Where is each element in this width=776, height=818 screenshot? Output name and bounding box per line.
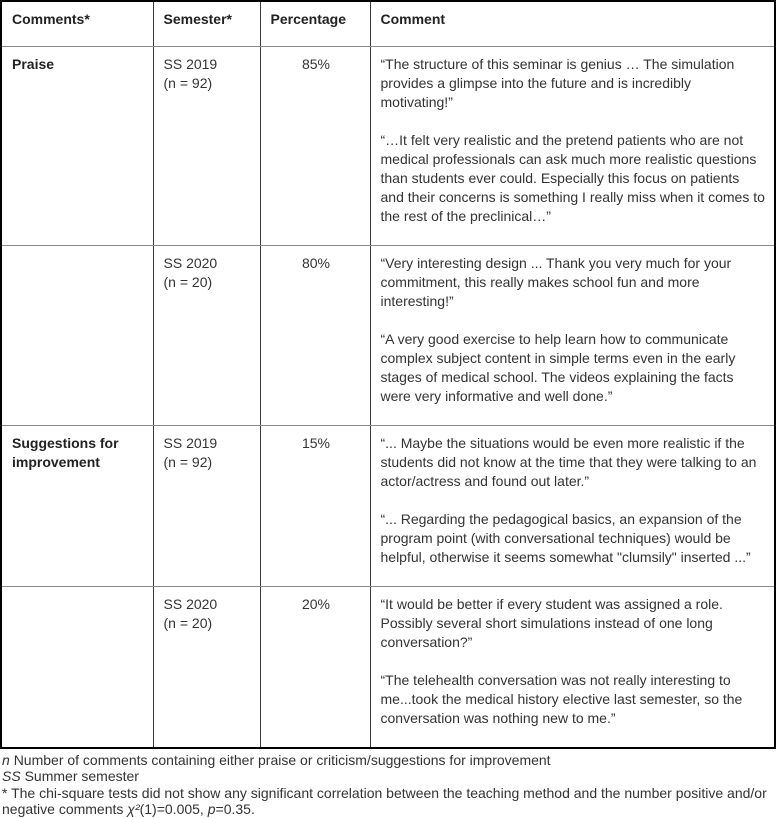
chi-statistic: (1)=0.005, — [139, 801, 208, 817]
comment-quote: “Very interesting design ... Thank you very much for your commitment, this really makes school fun and more interesting!” — [380, 254, 732, 309]
header-row — [1, 1, 775, 46]
category-cell — [1, 586, 153, 748]
comment-cell — [370, 46, 775, 245]
comment-cell — [370, 586, 775, 748]
comment-quote: “The telehealth conversation was not really interesting to me...took the medical history elective last semester, so the conversation was nothing new to me.” — [380, 671, 743, 726]
chi-symbol: χ² — [127, 801, 140, 817]
semester-n: (n = 20) — [163, 614, 213, 631]
category-cell — [1, 245, 153, 425]
comment-quote: “A very good exercise to help learn how to communicate complex subject content in simple terms even in the early stages of medical school. The videos explaining the facts were very informative and well done.” — [380, 330, 736, 404]
table-footnotes — [0, 752, 776, 818]
semester-label: SS 2019 — [163, 434, 218, 451]
comment-quote: “... Regarding the pedagogical basics, an expansion of the program point (with conversational techniques) would be helpful, otherwise it seems somewhat "clumsily" inserted ...” — [380, 510, 751, 565]
comment-quote: “The structure of this seminar is genius … The simulation provides a glimpse into the future and is incredibly motivating!” — [380, 55, 735, 110]
semester-label: SS 2020 — [163, 254, 218, 271]
semester-cell — [153, 586, 260, 748]
category-cell: Suggestions for improvement — [1, 425, 153, 586]
footnote-ss — [2, 768, 776, 785]
comment-quote: “It would be better if every student was assigned a role. Possibly several short simulations instead of one long conversation?” — [380, 595, 723, 650]
semester-n: (n = 20) — [163, 273, 213, 290]
percentage-cell: 85% — [260, 46, 370, 245]
footnote-n-symbol: n — [2, 751, 10, 768]
semester-cell — [153, 245, 260, 425]
col-header-comment: Comment — [370, 1, 775, 46]
footnote-ss-symbol: SS — [2, 768, 21, 784]
col-header-percentage: Percentage — [260, 1, 370, 46]
comment-cell — [370, 245, 775, 425]
semester-n: (n = 92) — [163, 453, 213, 470]
p-symbol: p — [207, 801, 216, 817]
percentage-cell: 15% — [260, 425, 370, 586]
semester-cell — [153, 425, 260, 586]
table-row-suggestions-ss2019 — [1, 425, 775, 586]
comment-quote: “... Maybe the situations would be even more realistic if the students did not know at the time that they were talking to an actor/actress and found out later.” — [380, 434, 757, 489]
table-row-praise-ss2020 — [1, 245, 775, 425]
category-cell: Praise — [1, 46, 153, 245]
footnote-n — [2, 752, 776, 769]
semester-n: (n = 92) — [163, 74, 213, 91]
table-row-suggestions-ss2020 — [1, 586, 775, 748]
footnote-star-text: * The chi-square tests did not show any significant correlation between the teaching method and the number positive and/or negative comments — [2, 784, 767, 817]
comment-cell — [370, 425, 775, 586]
col-header-semester: Semester* — [153, 1, 260, 46]
semester-label: SS 2019 — [163, 55, 218, 72]
footnote-n-text: Number of comments containing either praise or criticism/suggestions for improvement — [13, 751, 551, 768]
percentage-cell: 80% — [260, 245, 370, 425]
table-row-praise-ss2019 — [1, 46, 775, 245]
semester-label: SS 2020 — [163, 595, 218, 612]
col-header-comments: Comments* — [1, 1, 153, 46]
percentage-cell: 20% — [260, 586, 370, 748]
comment-quote: “…It felt very realistic and the pretend patients who are not medical professionals can ask much more realistic questions than students ever could. Especially this focus on patients and their concerns is something I really miss when it comes to the rest of the preclinical…” — [380, 131, 765, 224]
p-value: =0.35. — [215, 801, 255, 817]
footnote-ss-text: Summer semester — [24, 768, 139, 784]
footnote-chi-square — [2, 785, 776, 818]
semester-cell — [153, 46, 260, 245]
